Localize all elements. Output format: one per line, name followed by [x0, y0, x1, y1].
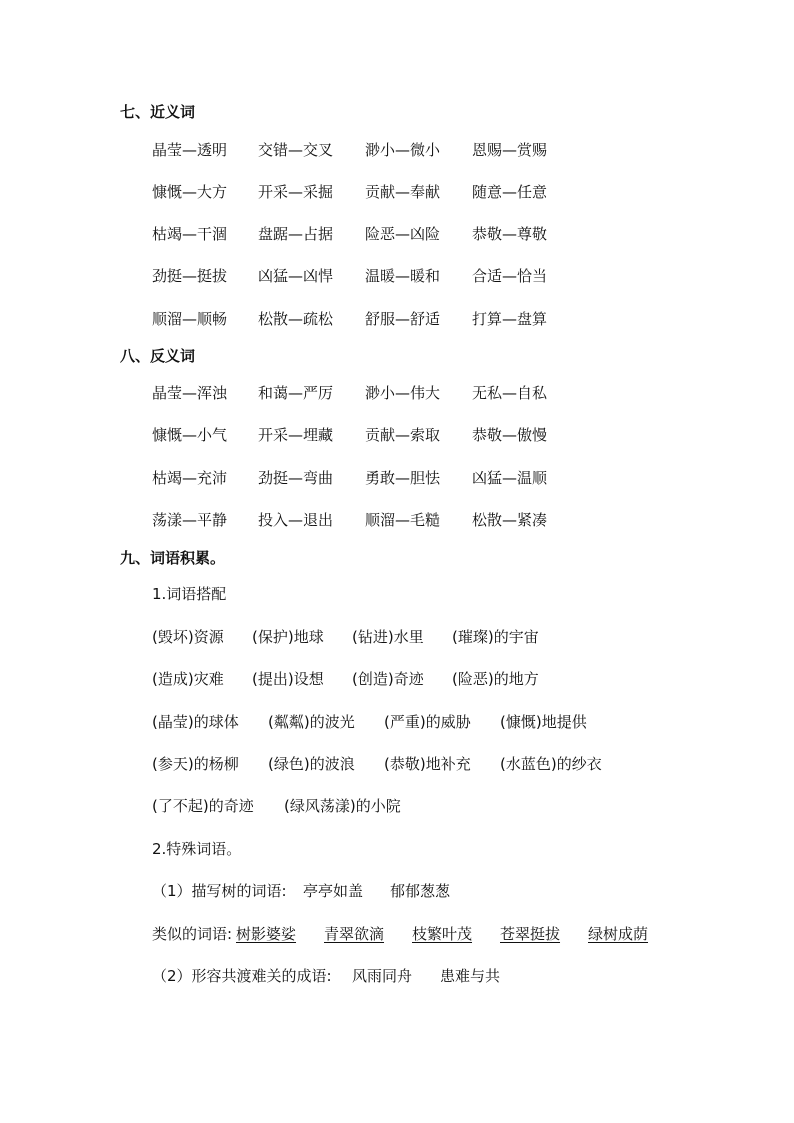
word-pair: 开采—采掘	[258, 183, 334, 201]
collocation: (钻进)水里	[352, 628, 424, 646]
word-pair: 盘踞—占据	[258, 225, 334, 243]
word-pair: 慷慨—大方	[152, 183, 228, 201]
word-pair: 枯竭—干涸	[152, 225, 228, 243]
word-pair: 晶莹—透明	[152, 141, 228, 159]
idiom: 郁郁葱葱	[390, 882, 451, 900]
word-pair: 打算—盘算	[472, 310, 548, 328]
word-pair: 随意—任意	[472, 183, 548, 201]
document-page: 七、近义词 晶莹—透明 交错—交叉 渺小—微小 恩赐—赏赐 慷慨—大方 开采—采掘 贡献—奉献 随意—任意 枯竭—干涸 盘踞—占据 险恶—凶险 恭敬—尊敬 劲挺—挺拔 凶猛—凶悍 温暖—暖和 合适—恰当 顺溜—顺畅 松散—疏松 舒服—舒适 打算—盘算 八、反义词 晶莹—浑浊 和蔼—严厉 渺小—伟大 无私—自私 慷慨—小气 开采—埋藏 贡献—索取 恭敬—傲慢 枯竭—充沛 劲挺—弯曲 勇敢—胆怯 凶猛—温顺 荡漾—平静 投入—退出 顺溜—毛糙 松散—紧凑 九、词语积累。 1.词语搭配 (毁坏)资源 (保护)地球 (钻进)水里 (璀璨)的宇宙 (造成)灾难 (提出)设想 (创造)奇迹 (险恶)的地方 (晶莹)的球体 (粼粼)的波光 (严重)的威胁 (慷慨)地提供 (参天)的杨柳 (绿色)的波浪 (恭敬)地补充 (水蓝色)的纱衣 (了不起)的奇迹 (绿风荡漾)的小院 2.特殊词语。 （1）描写树的词语: 亭亭如盖 郁郁葱葱 类似的词语: 树影婆娑 青翠欲滴 枝繁叶茂 苍翠挺拔 绿树成荫 （2）形容共渡难关的成语: 风雨同舟 患难与共	[120, 103, 649, 985]
collocation: (毁坏)资源	[152, 628, 224, 646]
word-pair: 凶猛—凶悍	[258, 267, 334, 285]
item-label: （1）描写树的词语:	[152, 882, 287, 900]
word-pair: 枯竭—充沛	[152, 469, 228, 487]
word-pair: 顺溜—毛糙	[365, 511, 441, 529]
item-label: 类似的词语:	[152, 925, 233, 943]
word-pair: 贡献—索取	[365, 426, 441, 444]
word-pair: 舒服—舒适	[365, 310, 441, 328]
word-pair: 恭敬—傲慢	[472, 426, 548, 444]
collocation: (创造)奇迹	[352, 670, 424, 688]
underlined-idiom: 树影婆娑	[236, 925, 297, 943]
underlined-idiom: 绿树成荫	[588, 925, 649, 943]
word-pair: 渺小—伟大	[365, 384, 441, 402]
collocation: (保护)地球	[252, 628, 324, 646]
collocation: (严重)的威胁	[384, 713, 471, 731]
collocation: (璀璨)的宇宙	[452, 628, 539, 646]
word-pair: 荡漾—平静	[152, 511, 228, 529]
word-pair: 渺小—微小	[365, 141, 441, 159]
word-pair: 顺溜—顺畅	[152, 310, 228, 328]
underlined-idiom: 枝繁叶茂	[412, 925, 473, 943]
idiom: 风雨同舟	[352, 967, 413, 985]
word-pair: 劲挺—弯曲	[258, 469, 334, 487]
word-pair: 开采—埋藏	[258, 426, 334, 444]
section-heading-accumulation: 九、词语积累。	[120, 549, 226, 567]
word-pair: 晶莹—浑浊	[152, 384, 228, 402]
idiom: 患难与共	[440, 967, 501, 985]
underlined-idiom: 苍翠挺拔	[500, 925, 561, 943]
word-pair: 松散—疏松	[258, 310, 334, 328]
word-pair: 交错—交叉	[258, 141, 334, 159]
word-pair: 温暖—暖和	[365, 267, 441, 285]
collocation: (绿色)的波浪	[268, 755, 355, 773]
word-pair: 投入—退出	[258, 511, 334, 529]
collocation: (晶莹)的球体	[152, 713, 239, 731]
collocation: (参天)的杨柳	[152, 755, 239, 773]
collocation: (粼粼)的波光	[268, 713, 355, 731]
word-pair: 勇敢—胆怯	[365, 469, 441, 487]
section-heading-synonyms: 七、近义词	[120, 103, 196, 121]
word-pair: 松散—紧凑	[472, 511, 548, 529]
collocation: (慷慨)地提供	[500, 713, 587, 731]
word-pair: 恭敬—尊敬	[472, 225, 548, 243]
item-label: （2）形容共渡难关的成语:	[152, 967, 332, 985]
collocation: (水蓝色)的纱衣	[500, 755, 602, 773]
collocation: (绿风荡漾)的小院	[284, 797, 401, 815]
collocation: (了不起)的奇迹	[152, 797, 254, 815]
collocation: (险恶)的地方	[452, 670, 539, 688]
word-pair: 劲挺—挺拔	[152, 267, 228, 285]
underlined-idiom: 青翠欲滴	[324, 925, 385, 943]
word-pair: 贡献—奉献	[365, 183, 441, 201]
word-pair: 恩赐—赏赐	[472, 141, 548, 159]
word-pair: 合适—恰当	[472, 267, 548, 285]
collocation: (提出)设想	[252, 670, 324, 688]
word-pair: 和蔼—严厉	[258, 384, 334, 402]
section-heading-antonyms: 八、反义词	[120, 347, 196, 365]
idiom: 亭亭如盖	[303, 882, 364, 900]
word-pair: 险恶—凶险	[365, 225, 441, 243]
word-pair: 无私—自私	[472, 384, 548, 402]
word-pair: 凶猛—温顺	[472, 469, 548, 487]
collocation: (恭敬)地补充	[384, 755, 471, 773]
word-pair: 慷慨—小气	[152, 426, 228, 444]
collocation: (造成)灾难	[152, 670, 224, 688]
